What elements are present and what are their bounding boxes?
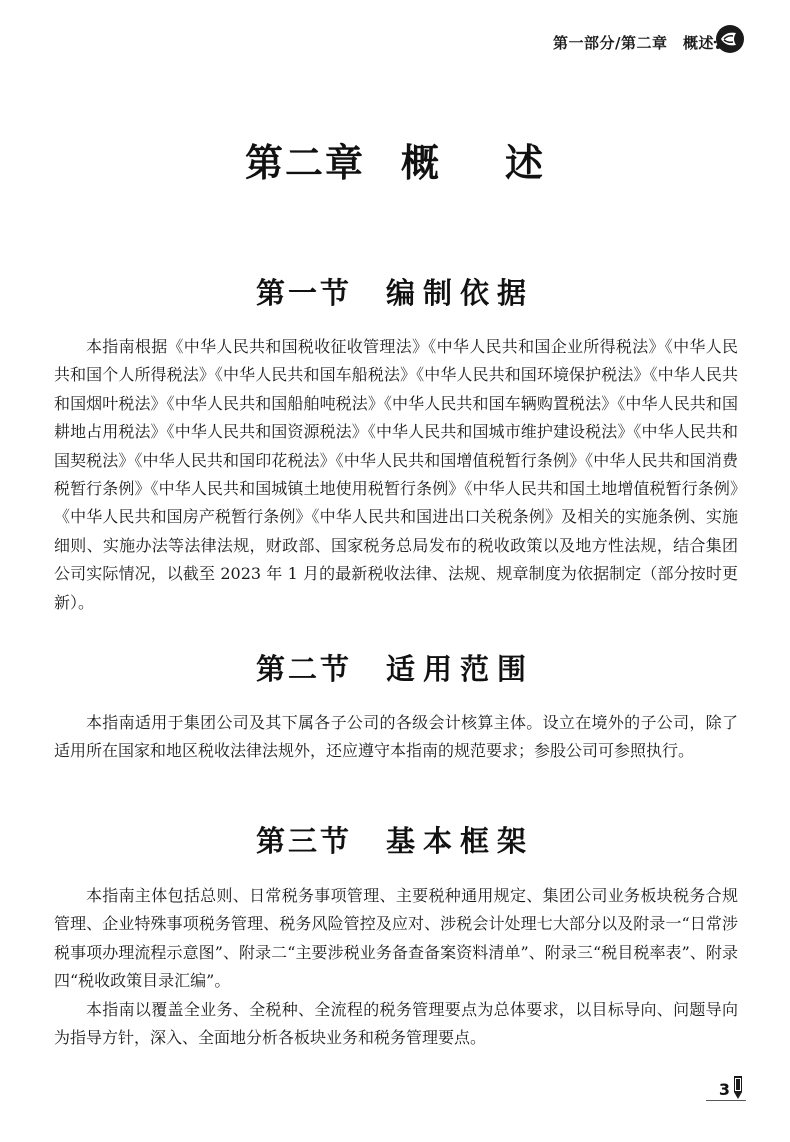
running-header: 第一部分/第二章 概述 bbox=[553, 34, 714, 52]
chapter-title bbox=[0, 132, 790, 187]
section-3-label: 第三节 bbox=[255, 824, 352, 858]
chapter-title-char-1: 概 bbox=[400, 141, 441, 185]
chapter-title-char-2: 述 bbox=[505, 141, 546, 185]
page-number: 3 bbox=[718, 1080, 730, 1099]
section-2-title: 适用范围 bbox=[386, 652, 535, 686]
section-2-paragraph: 本指南适用于集团公司及其下属各子公司的各级会计核算主体。设立在境外的子公司，除了适用所在国家和地区税收法律法规外，还应遵守本指南的规范要求；参股公司可参照执行。 bbox=[54, 713, 738, 761]
section-1-title: 编制依据 bbox=[386, 276, 535, 310]
chapter-label: 第二章 bbox=[244, 141, 365, 185]
section-2-heading bbox=[0, 647, 790, 688]
section-1-heading bbox=[0, 271, 790, 312]
section-3-paragraph-2: 本指南以覆盖全业务、全税种、全流程的税务管理要点为总体要求，以目标导向、问题导向为指导方针，深入、全面地分析各板块业务和税务管理要点。 bbox=[54, 1000, 738, 1048]
book-emblem-icon bbox=[712, 22, 746, 56]
section-1-label: 第一节 bbox=[255, 276, 352, 310]
section-2-label: 第二节 bbox=[255, 652, 352, 686]
section-3-heading bbox=[0, 819, 790, 860]
section-3-paragraph-1: 本指南主体包括总则、日常税务事项管理、主要税种通用规定、集团公司业务板块税务合规管理、企业特殊事项税务管理、税务风险管控及应对、涉税会计处理七大部分以及附录一“日常涉税事项办理流程示意图”、附录二“主要涉税业务备查备案资料清单”、附录三“税目税率表”、附录四“税收政策目录汇编”。 bbox=[54, 886, 738, 991]
section-3-title: 基本框架 bbox=[386, 824, 535, 858]
page-number-rule bbox=[706, 1100, 746, 1101]
pencil-icon bbox=[730, 1074, 746, 1100]
section-1-paragraph: 本指南根据《中华人民共和国税收征收管理法》《中华人民共和国企业所得税法》《中华人民共和国个人所得税法》《中华人民共和国车船税法》《中华人民共和国环境保护税法》《中华人民共和国烟叶税法》《中华人民共和国船舶吨税法》《中华人民共和国车辆购置税法》《中华人民共和国耕地占用税法》《中华人民共和国资源税法》《中华人民共和国城市维护建设税法》《中华人民共和国契税法》《中华人民共和国印花税法》《中华人民共和国增值税暂行条例》《中华人民共和国消费税暂行条例》《中华人民共和国城镇土地使用税暂行条例》《中华人民共和国土地增值税暂行条例》《中华人民共和国房产税暂行条例》《中华人民共和国进出口关税条例》及相关的实施条例、实施细则、实施办法等法律法规，财政部、国家税务总局发布的税收政策以及地方性法规，结合集团公司实际情况，以截至 2023 年 1 月的最新税收法律、法规、规章制度为依据制定（部分按时更新）。 bbox=[54, 337, 738, 612]
